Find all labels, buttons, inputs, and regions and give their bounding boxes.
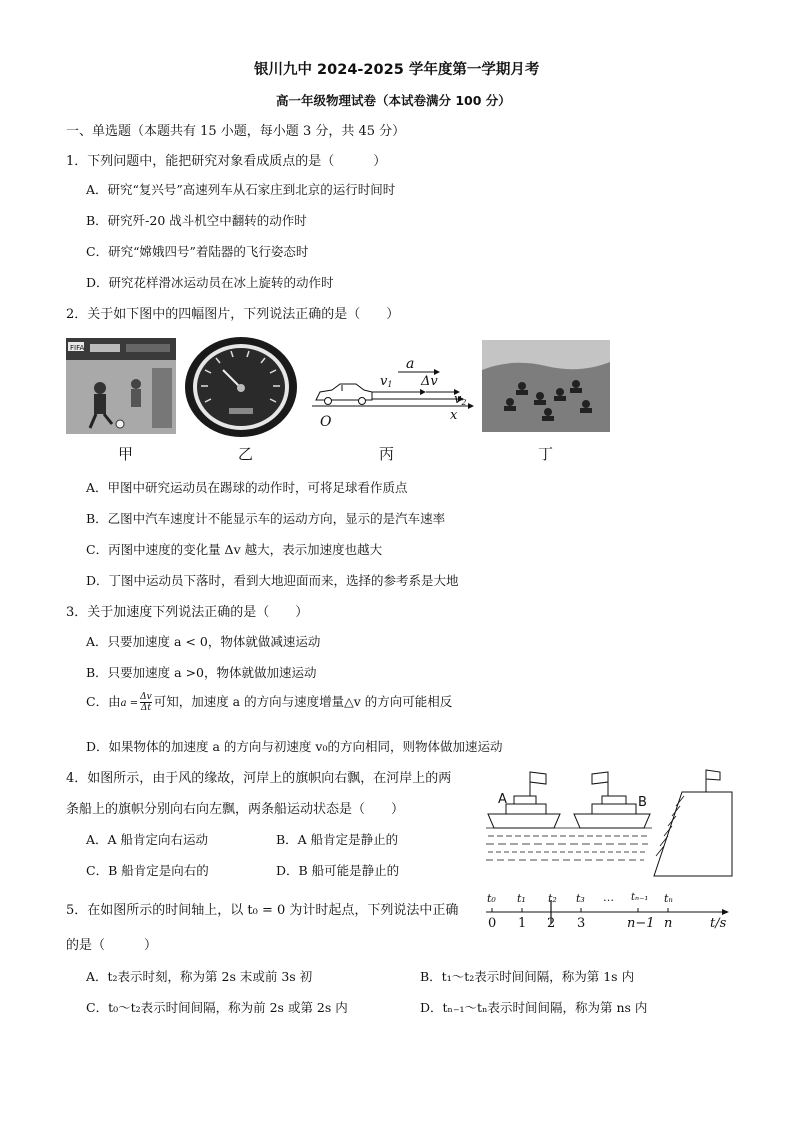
- question-3-option-a[interactable]: A．只要加速度 a < 0，物体就做减速运动: [86, 634, 321, 649]
- axis-top-tn: tₙ: [664, 892, 673, 905]
- question-3-option-d[interactable]: D．如果物体的加速度 a 的方向与初速度 v₀的方向相同，则物体做加速运动: [86, 739, 503, 754]
- question-4-option-c[interactable]: C．B 船肯定是向右的: [86, 863, 209, 878]
- axis-top-t3: t₃: [576, 892, 585, 905]
- question-4-stem-line1: 4．如图所示，由于风的缘故，河岸上的旗帜向右飘，在河岸上的两: [66, 771, 452, 786]
- question-2-option-a[interactable]: A．甲图中研究运动员在踢球的动作时，可将足球看作质点: [86, 480, 408, 495]
- boat-a-label: A: [498, 792, 507, 807]
- axis-top-tn-minus-1: tₙ₋₁: [631, 892, 649, 903]
- caption-yi: 乙: [238, 445, 254, 463]
- question-2-option-b[interactable]: B．乙图中汽车速度计不能显示车的运动方向，显示的是汽车速率: [86, 511, 446, 526]
- axis-bottom-n: n: [664, 916, 673, 931]
- question-3-option-b[interactable]: B．只要加速度 a >0，物体就做加速运动: [86, 665, 317, 680]
- diagram-label-dv: Δv: [421, 374, 438, 389]
- caption-ding: 丁: [538, 445, 554, 463]
- soccer-photo: [66, 338, 176, 434]
- diagram-label-origin: O: [320, 414, 332, 430]
- diagram-label-v2-letter: v: [454, 392, 462, 407]
- formula-lhs: a =: [120, 698, 139, 709]
- diagram-label-x: x: [450, 408, 458, 423]
- axis-top-t1: t₁: [517, 892, 526, 905]
- option-c-prefix: C．由: [86, 694, 121, 709]
- caption-jia: 甲: [118, 445, 134, 463]
- question-1-stem: 1．下列问题中，能把研究对象看成质点的是（ ）: [66, 154, 387, 169]
- question-4-option-b[interactable]: B．A 船肯定是静止的: [276, 832, 399, 847]
- question-2-option-c[interactable]: C．丙图中速度的变化量 Δv 越大，表示加速度也越大: [86, 542, 383, 557]
- diagram-label-v2-sub: 2: [461, 398, 467, 407]
- question-5-stem-line1: 5．在如图所示的时间轴上，以 t₀ = 0 为计时起点，下列说法中正确: [66, 903, 459, 918]
- question-4-option-a[interactable]: A．A 船肯定向右运动: [86, 832, 209, 847]
- question-4-option-d[interactable]: D．B 船可能是静止的: [276, 863, 400, 878]
- axis-top-t2: t₂: [548, 892, 557, 905]
- diagram-label-v1-letter: v: [380, 374, 388, 389]
- option-c-suffix: 可知，加速度 a 的方向与速度增量△v 的方向可能相反: [153, 694, 453, 709]
- acceleration-formula: [140, 692, 152, 713]
- question-2-stem: 2．关于如下图中的四幅图片，下列说法正确的是（ ）: [66, 307, 400, 322]
- section-heading: 一、单选题（本题共有 15 小题，每小题 3 分，共 45 分）: [66, 124, 406, 139]
- axis-top-ellipsis: …: [603, 891, 614, 904]
- axis-bottom-1: 1: [518, 916, 527, 931]
- speedometer-photo: [183, 336, 299, 438]
- question-4-stem-line2: 条船上的旗帜分别向右向左飘，两条船运动状态是（ ）: [66, 802, 405, 817]
- axis-unit-label: t/s: [710, 916, 727, 931]
- svg-text:FIFA: FIFA: [70, 344, 85, 352]
- axis-bottom-n-minus-1: n−1: [627, 916, 655, 931]
- question-3-stem: 3．关于加速度下列说法正确的是（ ）: [66, 605, 309, 620]
- boat-b-label: B: [638, 795, 647, 810]
- formula-numerator: Δv: [140, 692, 152, 702]
- axis-bottom-3: 3: [577, 916, 586, 931]
- skydivers-photo: [482, 340, 610, 432]
- axis-bottom-2: 2: [547, 916, 556, 931]
- question-5-option-d[interactable]: D．tₙ₋₁～tₙ表示时间间隔，称为第 ns 内: [420, 1000, 648, 1015]
- question-5-option-c[interactable]: C．t₀～t₂表示时间间隔，称为前 2s 或第 2s 内: [86, 1000, 348, 1015]
- exam-title: 银川九中 2024-2025 学年度第一学期月考: [254, 62, 540, 78]
- caption-bing: 丙: [379, 445, 395, 463]
- question-3-option-c[interactable]: [86, 692, 452, 713]
- question-1-option-c[interactable]: C．研究“嫦娥四号”着陆器的飞行姿态时: [86, 244, 309, 259]
- diagram-label-v1-sub: 1: [387, 380, 393, 389]
- diagram-label-a: a: [406, 356, 415, 372]
- question-5-option-a[interactable]: A．t₂表示时刻，称为第 2s 末或前 3s 初: [86, 969, 313, 984]
- question-1-option-d[interactable]: D．研究花样滑冰运动员在冰上旋转的动作时: [86, 275, 334, 290]
- axis-top-t0: t₀: [487, 892, 496, 905]
- diagram-label-v1: [380, 374, 392, 389]
- axis-bottom-0: 0: [488, 916, 497, 931]
- boats-river-diagram: [484, 766, 734, 878]
- question-5-option-b[interactable]: B．t₁～t₂表示时间间隔，称为第 1s 内: [420, 969, 635, 984]
- question-5-stem-line2: 的是（ ）: [66, 938, 158, 953]
- question-2-option-d[interactable]: D．丁图中运动员下落时，看到大地迎面而来，选择的参考系是大地: [86, 573, 459, 588]
- diagram-label-v2: [454, 392, 466, 407]
- question-1-option-a[interactable]: A．研究“复兴号”高速列车从石家庄到北京的运行时间时: [86, 182, 396, 197]
- question-1-option-b[interactable]: B．研究歼-20 战斗机空中翻转的动作时: [86, 213, 307, 228]
- formula-denominator: Δt: [140, 703, 151, 713]
- exam-subtitle: 高一年级物理试卷（本试卷满分 100 分）: [276, 93, 511, 108]
